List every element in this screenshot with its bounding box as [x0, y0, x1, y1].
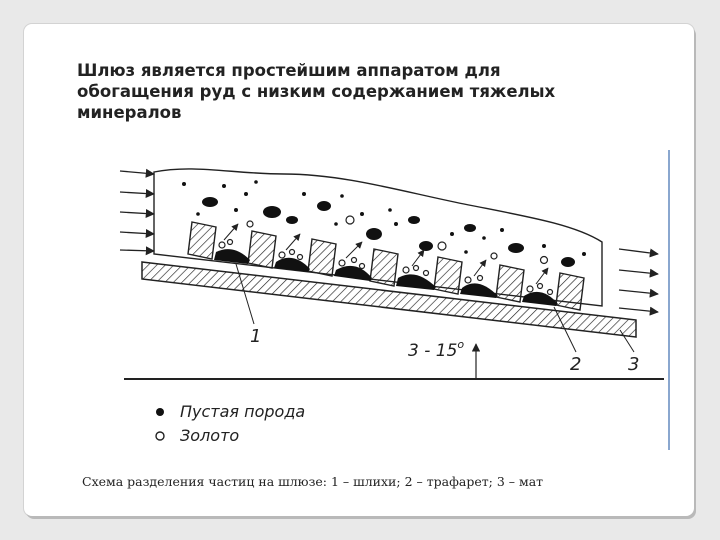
outflow-arrows [619, 249, 658, 312]
legend-label-gold: Золото [180, 426, 240, 445]
legend [156, 402, 305, 445]
accent-line [668, 150, 670, 450]
figure-caption: Схема разделения частиц на шлюзе: 1 – шлихи; 2 – трафарет; 3 – мат [82, 474, 544, 489]
angle-label: 3 - 15$^o$ [408, 338, 465, 361]
legend-label-waste-rock: Пустая порода [180, 402, 306, 421]
callout-3: 3 [628, 354, 640, 375]
callout-1: 1 [250, 326, 262, 347]
slide-title: Шлюз является простейшим аппаратом для обогащения руд с низким содержанием тяжелых минералов [77, 61, 556, 122]
sluice-diagram [24, 24, 694, 516]
legend-open-circle-icon [156, 432, 164, 440]
inflow-arrows [120, 171, 154, 251]
callout-2: 2 [570, 354, 582, 375]
slide [24, 24, 694, 516]
legend-filled-dot-icon [156, 408, 164, 416]
